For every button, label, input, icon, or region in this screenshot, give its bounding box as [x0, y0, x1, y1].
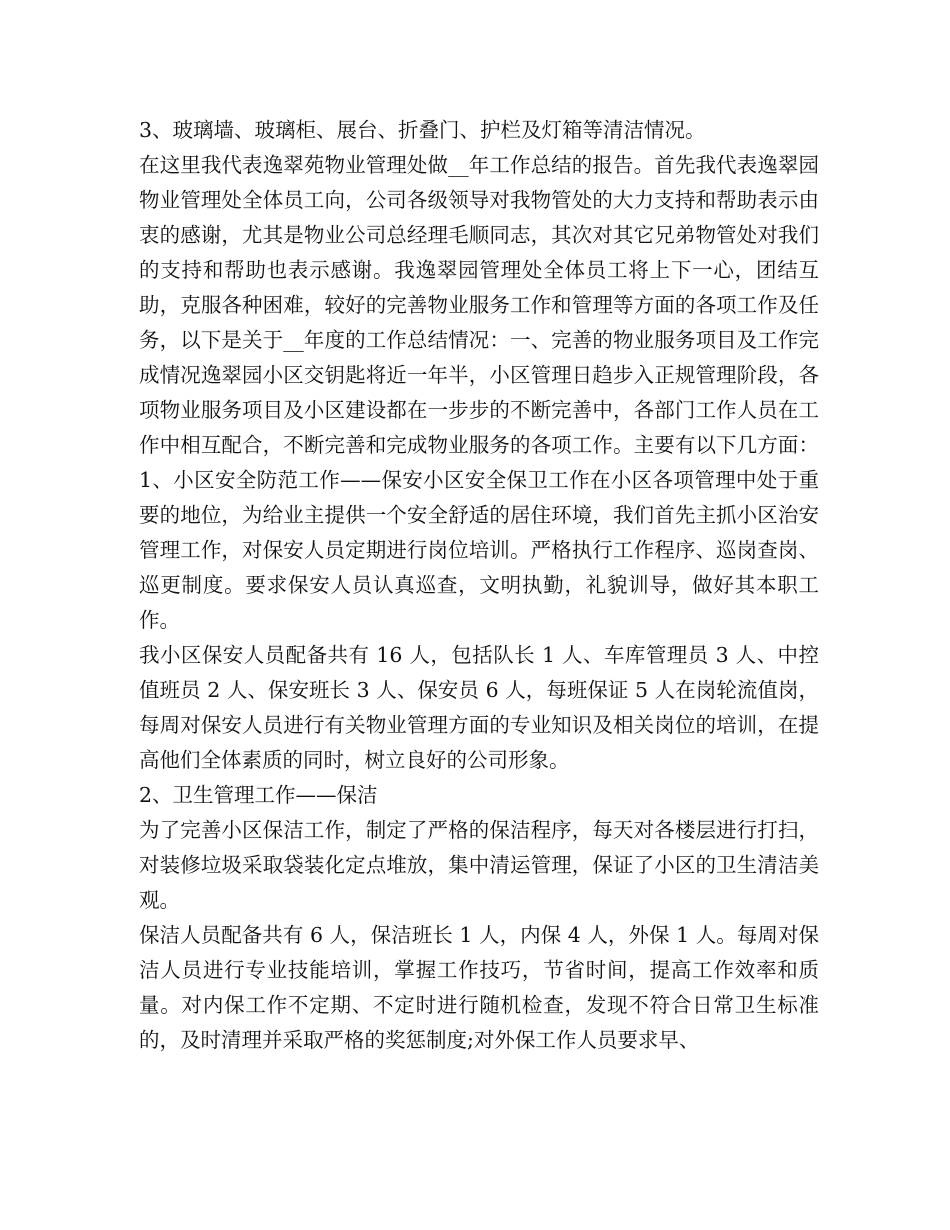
paragraph-annual-report: 在这里我代表逸翠苑物业管理处做__年工作总结的报告。首先我代表逸翠园物业管理处全体员工向，公司各级领导对我物管处的大力支持和帮助表示由衷的感谢，尤其是物业公司总经理毛顺同志，其次对其它兄弟物管处对我们的支持和帮助也表示感谢。我逸翠园管理处全体员工将上下一心，团结互助，克服各种困难，较好的完善物业服务工作和管理等方面的各项工作及任务，以下是关于__年度的工作总结情况：一、完善的物业服务项目及工作完成情况逸翠园小区交钥匙将近一年半，小区管理日趋步入正规管理阶段，各项物业服务项目及小区建设都在一步步的不断完善中，各部门工作人员在工作中相互配合，不断完善和完成物业服务的各项工作。主要有以下几方面：1、小区安全防范工作——保安小区安全保卫工作在小区各项管理中处于重要的地位，为给业主提供一个安全舒适的居住环境，我们首先主抓小区治安管理工作，对保安人员定期进行岗位培训。严格执行工作程序、巡岗查岗、巡更制度。要求保安人员认真巡查，文明执勤，礼貌训导，做好其本职工作。 [139, 153, 819, 632]
section-heading-sanitation: 2、卫生管理工作——保洁 [139, 783, 378, 807]
document-body [139, 113, 819, 1058]
paragraph-glass-cleaning: 3、玻璃墙、玻璃柜、展台、折叠门、护栏及灯箱等清洁情况。 [139, 118, 706, 142]
paragraph-cleaning-procedure: 为了完善小区保洁工作，制定了严格的保洁程序，每天对各楼层进行打扫，对装修垃圾采取袋装化定点堆放，集中清运管理，保证了小区的卫生清洁美观。 [139, 818, 819, 912]
paragraph-security-staffing: 我小区保安人员配备共有 16 人，包括队长 1 人、车库管理员 3 人、中控值班员 2 人、保安班长 3 人、保安员 6 人，每班保证 5 人在岗轮流值岗，每周对保安人员进行有关物业管理方面的专业知识及相关岗位的培训，在提高他们全体素质的同时，树立良好的公司形象。 [139, 643, 819, 772]
paragraph-cleaning-staffing: 保洁人员配备共有 6 人，保洁班长 1 人，内保 4 人，外保 1 人。每周对保洁人员进行专业技能培训，掌握工作技巧，节省时间，提高工作效率和质量。对内保工作不定期、不定时进行随机检查，发现不符合日常卫生标准的，及时清理并采取严格的奖惩制度;对外保工作人员要求早、 [139, 923, 819, 1052]
